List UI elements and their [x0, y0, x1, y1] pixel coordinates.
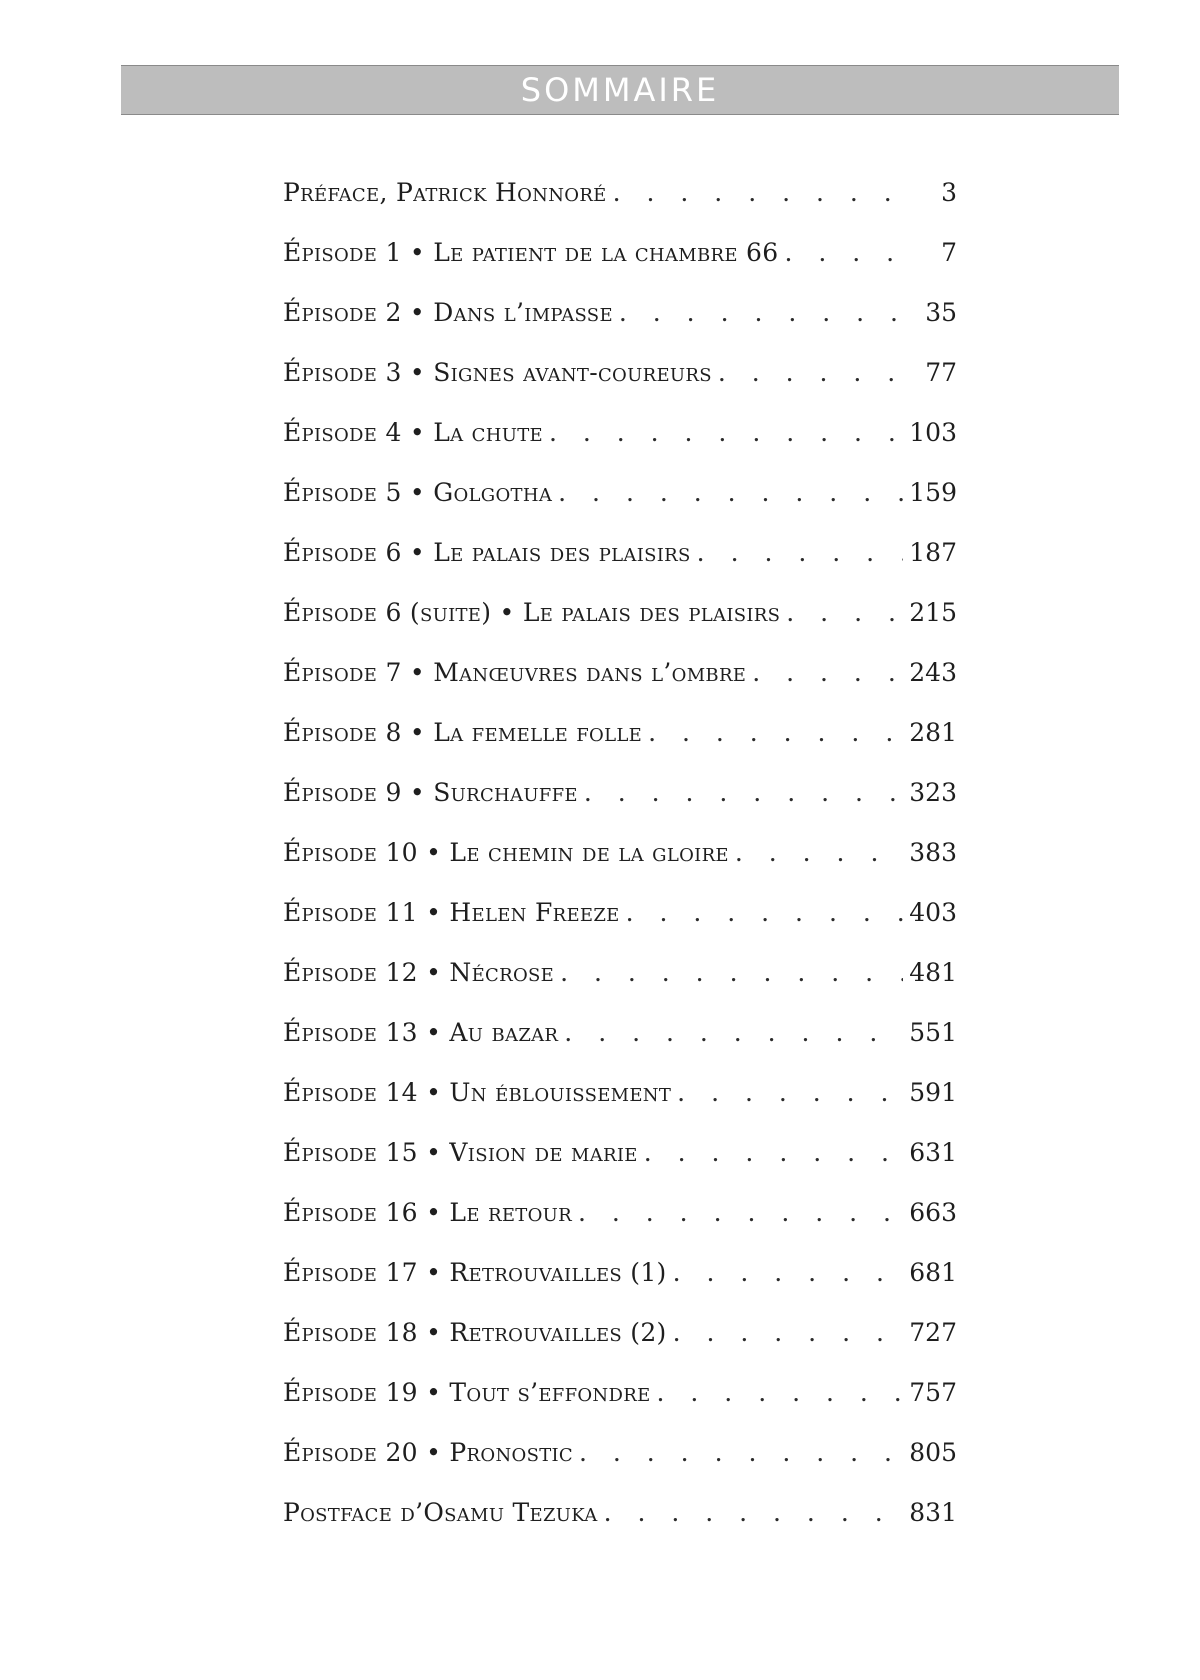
dot-leader	[560, 960, 903, 985]
toc-entry-title: Épisode 15 • Vision de marie	[283, 1137, 638, 1167]
toc-page-number: 77	[925, 357, 957, 387]
dot-leader	[604, 1500, 904, 1525]
toc-page-number: 383	[909, 837, 957, 867]
toc-entry-title: Épisode 2 • Dans l’impasse	[283, 297, 613, 327]
toc-page-number: 103	[909, 417, 957, 447]
dot-leader	[735, 840, 903, 865]
toc-page-number: 243	[909, 657, 957, 687]
toc-entry[interactable]	[283, 342, 957, 402]
toc-entry[interactable]	[283, 882, 957, 942]
dot-leader	[786, 600, 903, 625]
sommaire-header-band	[121, 65, 1119, 115]
toc-entry[interactable]	[283, 642, 957, 702]
toc-entry[interactable]	[283, 162, 957, 222]
dot-leader	[558, 480, 903, 505]
dot-leader	[549, 420, 903, 445]
toc-page-number: 727	[909, 1317, 957, 1347]
toc-page-number: 187	[909, 537, 957, 567]
toc-entry-title: Épisode 17 • Retrouvailles (1)	[283, 1257, 667, 1287]
dot-leader	[657, 1380, 904, 1405]
toc-entry[interactable]	[283, 1062, 957, 1122]
toc-entry[interactable]	[283, 822, 957, 882]
dot-leader	[752, 660, 903, 685]
table-of-contents	[283, 162, 957, 1542]
toc-entry[interactable]	[283, 282, 957, 342]
toc-page-number: 281	[909, 717, 957, 747]
dot-leader	[578, 1200, 903, 1225]
dot-leader	[697, 540, 904, 565]
dot-leader	[619, 300, 907, 325]
dot-leader	[584, 780, 903, 805]
toc-page-number: 7	[941, 237, 957, 267]
toc-entry-title: Épisode 13 • Au bazar	[283, 1017, 559, 1047]
dot-leader	[673, 1320, 904, 1345]
toc-page-number: 3	[941, 177, 957, 207]
toc-entry-title: Postface d’Osamu Tezuka	[283, 1497, 598, 1527]
toc-page-number: 681	[909, 1257, 957, 1287]
page-title: SOMMAIRE	[520, 71, 720, 109]
toc-entry-title: Épisode 6 (suite) • Le palais des plaisirs	[283, 597, 781, 627]
toc-entry-title: Épisode 12 • Nécrose	[283, 957, 555, 987]
dot-leader	[613, 180, 907, 205]
toc-entry[interactable]	[283, 582, 957, 642]
toc-entry[interactable]	[283, 222, 957, 282]
toc-entry-title: Préface, Patrick Honnoré	[283, 177, 607, 207]
toc-entry[interactable]	[283, 522, 957, 582]
toc-entry-title: Épisode 11 • Helen Freeze	[283, 897, 620, 927]
toc-entry[interactable]	[283, 1482, 957, 1542]
toc-page-number: 591	[909, 1077, 957, 1107]
toc-entry[interactable]	[283, 762, 957, 822]
toc-page-number: 481	[909, 957, 957, 987]
dot-leader	[644, 1140, 904, 1165]
toc-page-number: 831	[909, 1497, 957, 1527]
toc-page-number: 403	[909, 897, 957, 927]
toc-entry[interactable]	[283, 1182, 957, 1242]
toc-entry[interactable]	[283, 1302, 957, 1362]
toc-entry-title: Épisode 10 • Le chemin de la gloire	[283, 837, 729, 867]
toc-entry-title: Épisode 14 • Un éblouissement	[283, 1077, 672, 1107]
dot-leader	[648, 720, 903, 745]
toc-entry-title: Épisode 20 • Pronostic	[283, 1437, 573, 1467]
toc-entry-title: Épisode 9 • Surchauffe	[283, 777, 578, 807]
toc-entry-title: Épisode 4 • La chute	[283, 417, 543, 447]
toc-page-number: 35	[925, 297, 957, 327]
toc-entry-title: Épisode 3 • Signes avant-coureurs	[283, 357, 712, 387]
toc-entry-title: Épisode 18 • Retrouvailles (2)	[283, 1317, 667, 1347]
toc-entry-title: Épisode 5 • Golgotha	[283, 477, 553, 507]
dot-leader	[784, 240, 907, 265]
toc-entry-title: Épisode 8 • La femelle folle	[283, 717, 643, 747]
toc-entry-title: Épisode 19 • Tout s’effondre	[283, 1377, 651, 1407]
toc-entry-title: Épisode 6 • Le palais des plaisirs	[283, 537, 691, 567]
toc-entry[interactable]	[283, 942, 957, 1002]
toc-entry[interactable]	[283, 702, 957, 762]
toc-entry[interactable]	[283, 1242, 957, 1302]
toc-entry[interactable]	[283, 1362, 957, 1422]
dot-leader	[564, 1020, 903, 1045]
toc-entry-title: Épisode 16 • Le retour	[283, 1197, 572, 1227]
toc-page-number: 159	[909, 477, 957, 507]
toc-entry[interactable]	[283, 1422, 957, 1482]
toc-entry-title: Épisode 7 • Manœuvres dans l’ombre	[283, 657, 747, 687]
toc-entry[interactable]	[283, 1002, 957, 1062]
toc-page-number: 805	[909, 1437, 957, 1467]
toc-page-number: 323	[909, 777, 957, 807]
toc-entry[interactable]	[283, 402, 957, 462]
toc-entry[interactable]	[283, 462, 957, 522]
toc-page-number: 215	[909, 597, 957, 627]
toc-entry[interactable]	[283, 1122, 957, 1182]
dot-leader	[673, 1260, 904, 1285]
toc-entry-title: Épisode 1 • Le patient de la chambre 66	[283, 237, 779, 267]
dot-leader	[626, 900, 904, 925]
toc-page-number: 663	[909, 1197, 957, 1227]
dot-leader	[718, 360, 907, 385]
dot-leader	[579, 1440, 903, 1465]
toc-page-number: 551	[909, 1017, 957, 1047]
dot-leader	[677, 1080, 903, 1105]
toc-page-number: 757	[909, 1377, 957, 1407]
toc-page-number: 631	[909, 1137, 957, 1167]
